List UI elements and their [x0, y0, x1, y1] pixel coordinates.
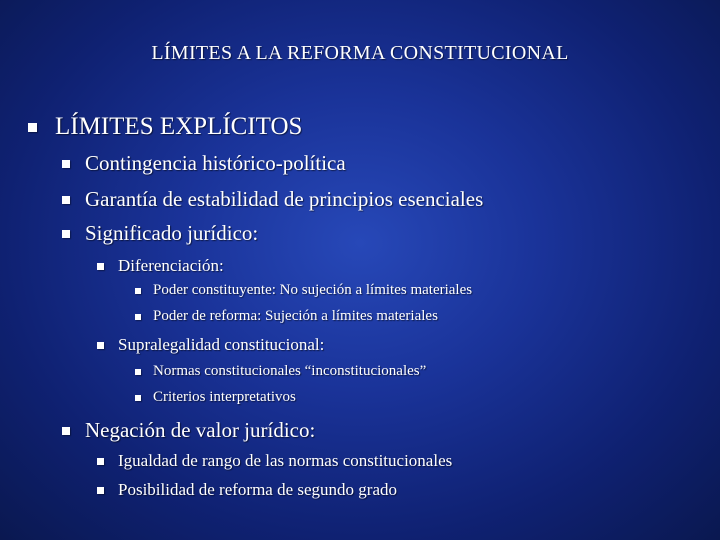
list-item	[97, 256, 224, 276]
section-heading-row	[28, 113, 302, 141]
list-item-label: Poder de reforma: Sujeción a límites materiales	[153, 308, 438, 324]
square-bullet-icon	[62, 230, 70, 238]
list-item	[135, 389, 296, 406]
slide-title: LÍMITES A LA REFORMA CONSTITUCIONAL	[151, 42, 569, 64]
list-item	[135, 363, 426, 380]
square-bullet-icon	[97, 263, 104, 270]
square-bullet-icon	[62, 427, 70, 435]
section-heading: LÍMITES EXPLÍCITOS	[55, 113, 303, 140]
list-item	[135, 308, 438, 325]
list-item	[135, 282, 472, 299]
list-item	[62, 151, 346, 176]
square-bullet-icon	[28, 123, 37, 132]
list-item-label: Criterios interpretativos	[153, 389, 296, 405]
list-item-label: Garantía de estabilidad de principios esenciales	[85, 187, 484, 211]
list-item-label: Supralegalidad constitucional:	[118, 335, 325, 354]
square-bullet-icon	[97, 458, 104, 465]
list-item-label: Significado jurídico:	[85, 221, 259, 245]
list-item-label: Normas constitucionales “inconstitucionales”	[153, 363, 427, 379]
list-item	[97, 335, 324, 355]
list-item	[97, 480, 397, 500]
square-bullet-icon	[97, 487, 104, 494]
list-item-label: Igualdad de rango de las normas constitucionales	[118, 451, 453, 470]
list-item	[62, 221, 258, 246]
square-bullet-icon	[135, 395, 141, 401]
list-item-label: Contingencia histórico-política	[85, 151, 346, 175]
list-item-label: Poder constituyente: No sujeción a límites materiales	[153, 282, 473, 298]
list-item-label: Diferenciación:	[118, 256, 224, 275]
list-item	[62, 187, 483, 212]
square-bullet-icon	[62, 196, 70, 204]
list-item	[62, 418, 315, 443]
square-bullet-icon	[135, 314, 141, 320]
square-bullet-icon	[97, 342, 104, 349]
square-bullet-icon	[62, 160, 70, 168]
list-item-label: Posibilidad de reforma de segundo grado	[118, 480, 398, 499]
list-item-label: Negación de valor jurídico:	[85, 418, 316, 442]
square-bullet-icon	[135, 288, 141, 294]
list-item	[97, 451, 452, 471]
square-bullet-icon	[135, 369, 141, 375]
